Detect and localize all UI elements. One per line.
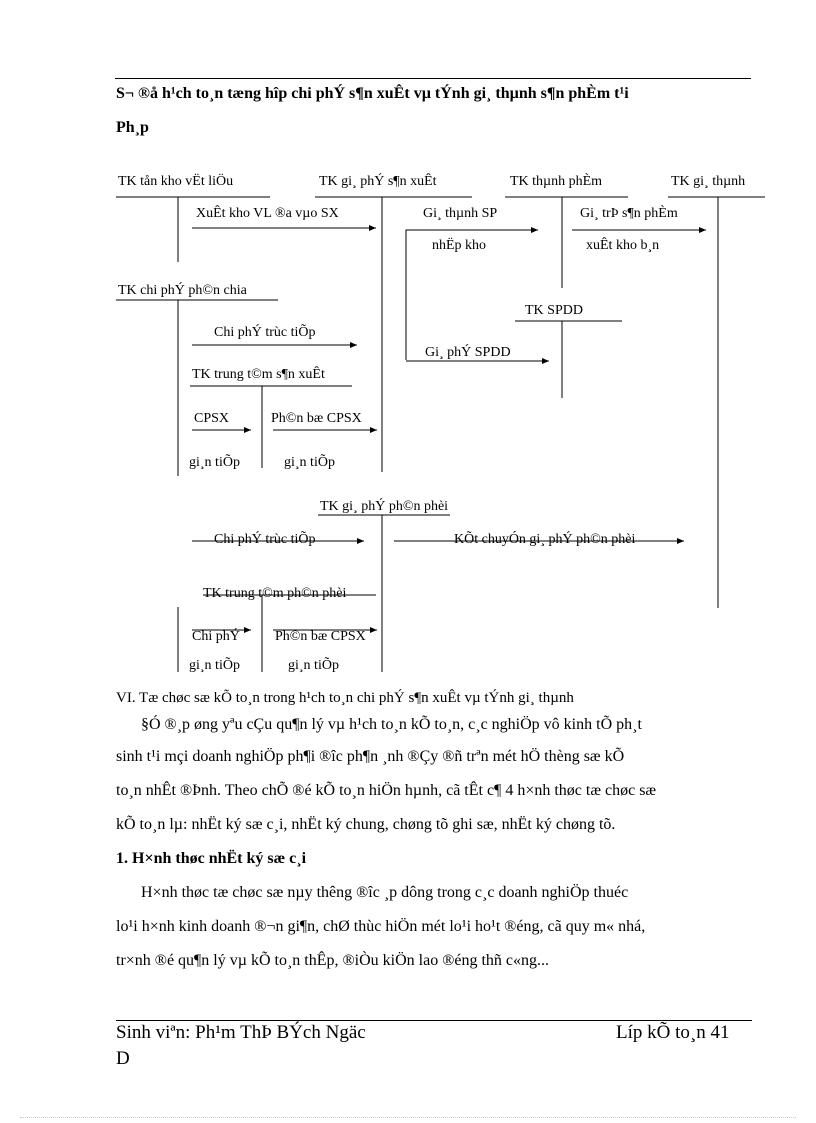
label-cpsx: CPSX: [194, 411, 230, 426]
page-title-cont: Ph¸p: [116, 119, 149, 136]
footer-suffix: D: [116, 1048, 130, 1069]
label-tk-trung-tam-phan-phoi: TK trung t©m ph©n phèi: [203, 586, 347, 601]
footer-student: Sinh viªn: Ph¹m ThÞ BÝch Ngäc: [116, 1022, 366, 1043]
label-xuat-kho: XuÊt kho VL ®a vµo SX: [196, 206, 339, 221]
label-nhap-kho: nhËp kho: [432, 238, 487, 253]
label-gian-tiep-3: gi¸n tiÕp: [189, 658, 240, 673]
footer-rule: [116, 1020, 752, 1021]
paragraph-line: tr×nh ®é qu¶n lý vµ kÕ to¸n thÊp, ®iÒu kiÖn lao ®éng thñ c«ng...: [116, 952, 550, 969]
label-gia-phi-spdd: Gi¸ phÝ SPDD: [425, 345, 511, 360]
label-tk-gia-phi-sx: TK gi¸ phÝ s¶n xuÊt: [319, 174, 437, 189]
label-phan-bo-cpsx-2: Ph©n bæ CPSX: [275, 629, 366, 644]
label-tk-thanh-pham: TK thµnh phÈm: [510, 174, 603, 189]
label-ket-chuyen: KÕt chuyÓn gi¸ phÝ ph©n phèi: [454, 532, 636, 547]
label-tk-gia-phi-phan-phoi: TK gi¸ phÝ ph©n phèi: [320, 499, 449, 514]
paragraph-line: to¸n nhÊt ®Þnh. Theo chÕ ®é kÕ to¸n hiÖn hµnh, cã tÊt c¶ 4 h×nh thøc tæ chøc sæ: [116, 782, 657, 799]
label-gia-tri-sp: Gi¸ trÞ s¶n phÈm: [580, 206, 678, 221]
subheading: 1. H×nh thøc nhËt ký sæ c¸i: [116, 850, 307, 867]
paragraph-line: kÕ to¸n lµ: nhËt ký sæ c¸i, nhËt ký chung, chøng tõ ghi sæ, nhËt ký chøng tõ.: [116, 816, 616, 833]
label-tk-trung-tam-sx: TK trung t©m s¶n xuÊt: [192, 367, 325, 382]
section-heading: VI. Tæ chøc sæ kÕ to¸n trong h¹ch to¸n chi phÝ s¶n xuÊt vµ tÝnh gi¸ thµnh: [116, 690, 574, 706]
label-xuat-kho-ban: xuÊt kho b¸n: [586, 238, 660, 253]
label-tk-spdd: TK SPDD: [525, 303, 583, 318]
label-tk-gia-thanh: TK gi¸ thµnh: [671, 174, 746, 189]
label-chi-phi: Chi phÝ: [192, 629, 240, 644]
label-gian-tiep-1: gi¸n tiÕp: [189, 455, 240, 470]
label-gia-thanh-sp: Gi¸ thµnh SP: [423, 206, 498, 221]
label-tk-ton-kho: TK tån kho vËt liÖu: [118, 174, 234, 189]
label-gian-tiep-4: gi¸n tiÕp: [288, 658, 339, 673]
page-title: S¬ ®å h¹ch to¸n tæng hîp chi phÝ s¶n xuÊt vµ tÝnh gi¸ thµnh s¶n phÈm t¹i: [116, 85, 629, 102]
footer-class: Líp kÕ to¸n 41: [616, 1022, 730, 1043]
label-chi-phi-truc-tiep-1: Chi phÝ trùc tiÕp: [214, 325, 316, 340]
label-phan-bo-cpsx-1: Ph©n bæ CPSX: [271, 411, 362, 426]
paragraph-line: H×nh thøc tæ chøc sæ nµy thêng ®îc ¸p dông trong c¸c doanh nghiÖp thuéc: [141, 884, 629, 901]
page-bottom-dotted-rule: [20, 1117, 796, 1118]
paragraph-line: §Ó ®¸p øng yªu cÇu qu¶n lý vµ h¹ch to¸n kÕ to¸n, c¸c nghiÖp vô kinh tÕ ph¸t: [141, 716, 642, 733]
paragraph-line: lo¹i h×nh kinh doanh ®¬n gi¶n, chØ thùc hiÖn mét lo¹i ho¹t ®éng, cã quy m« nhá,: [116, 918, 646, 935]
label-tk-chi-phi-phan-chia: TK chi phÝ ph©n chia: [118, 283, 247, 298]
paragraph-line: sinh t¹i mçi doanh nghiÖp ph¶i ®îc ph¶n ¸nh ®Çy ®ñ trªn mét hÖ thèng sæ kÕ: [116, 748, 625, 765]
label-chi-phi-truc-tiep-2: Chi phÝ trùc tiÕp: [214, 532, 316, 547]
label-gian-tiep-2: gi¸n tiÕp: [284, 455, 335, 470]
